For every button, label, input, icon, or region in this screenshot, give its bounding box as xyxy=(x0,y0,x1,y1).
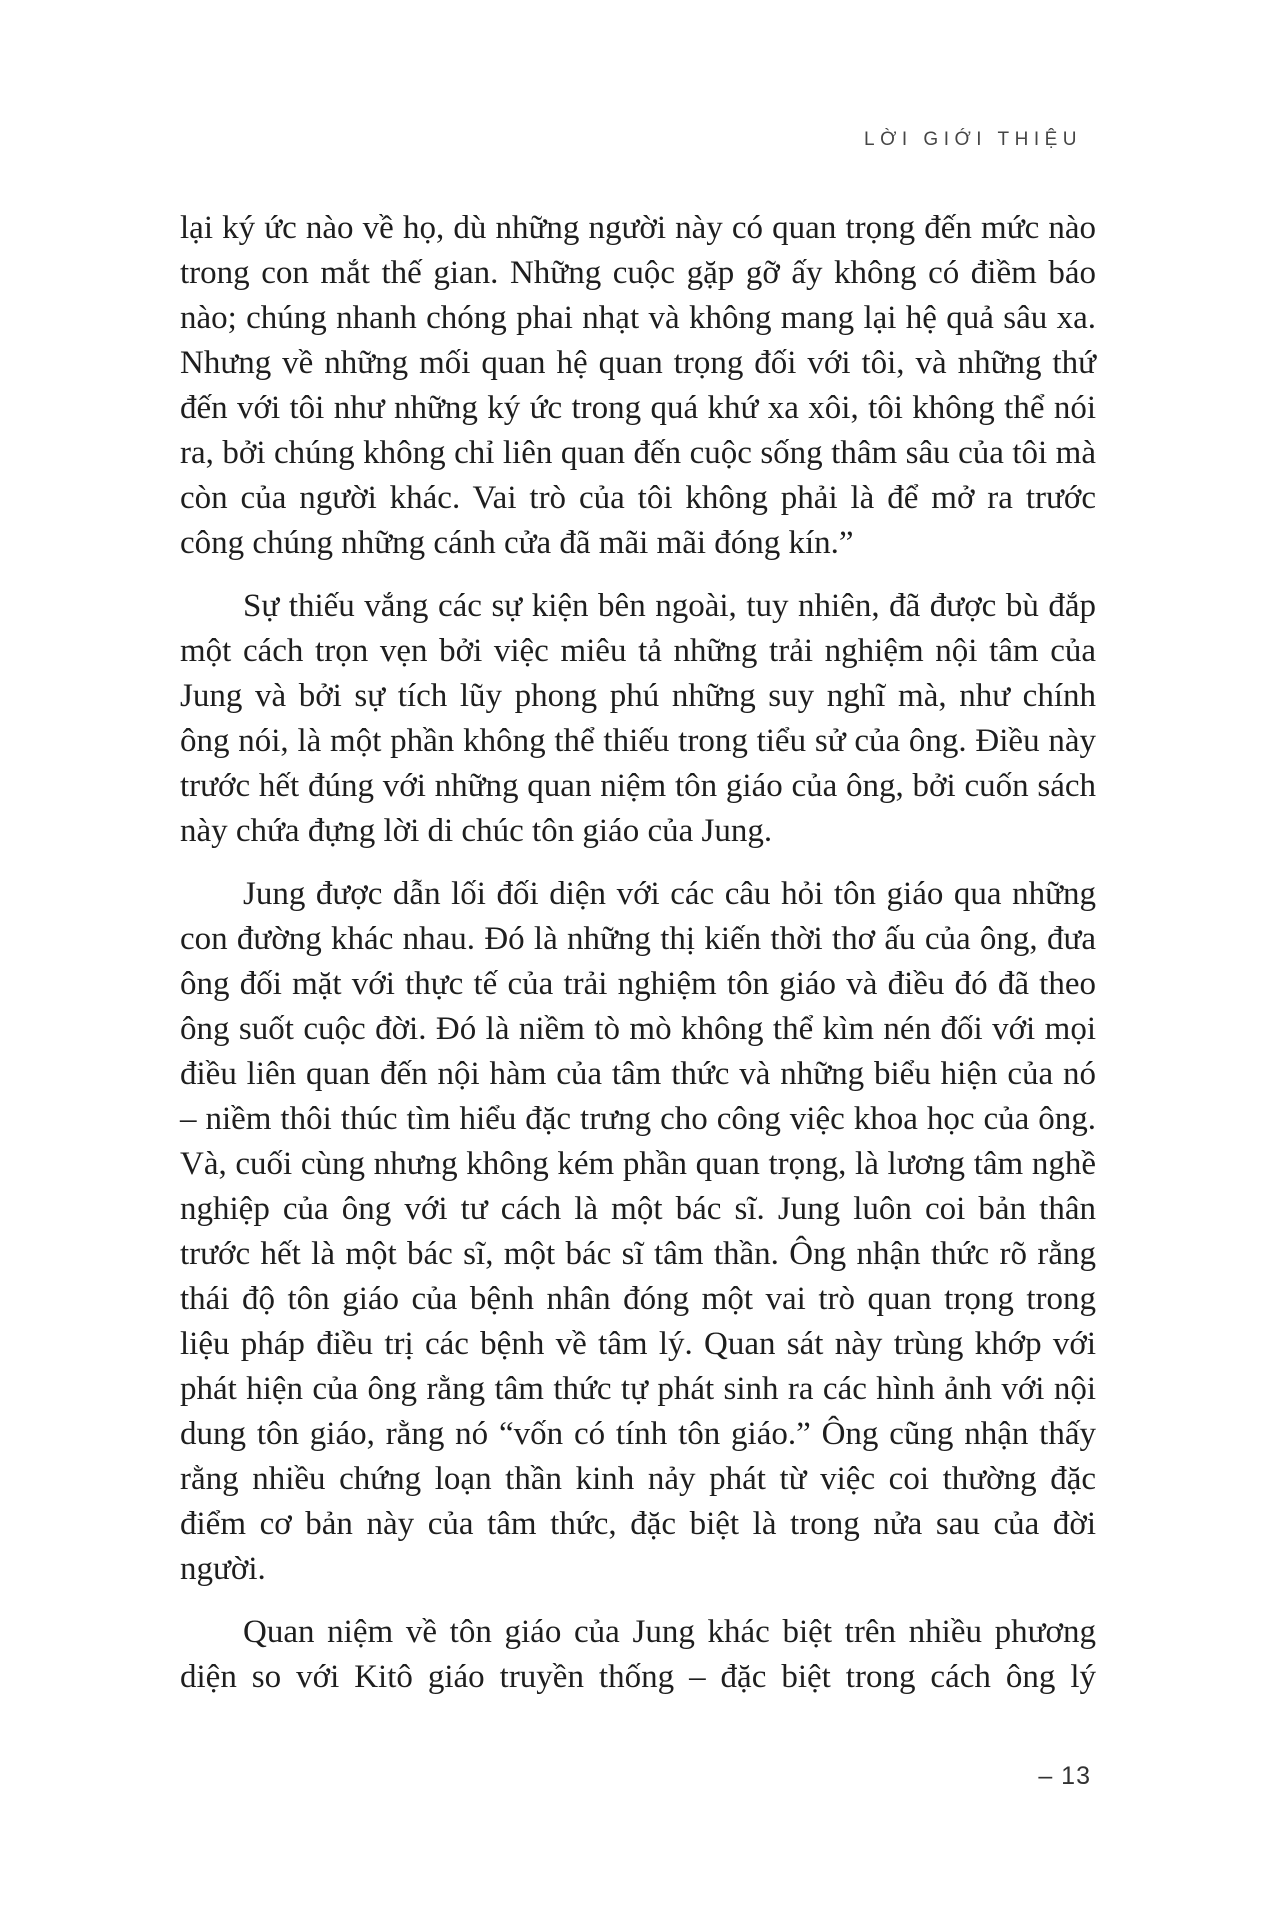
paragraph: Sự thiếu vắng các sự kiện bên ngoài, tuy nhiên, đã được bù đắp một cách trọn vẹn bởi việc miêu tả những trải nghiệm nội tâm của Jung và bởi sự tích lũy phong phú những suy nghĩ mà, như chính ông nói, là một phần không thể thiếu trong tiểu sử của ông. Điều này trước hết đúng với những quan niệm tôn giáo của ông, bởi cuốn sách này chứa đựng lời di chúc tôn giáo của Jung. xyxy=(180,588,1096,849)
running-header: LỜI GIỚI THIỆU xyxy=(864,129,1082,150)
body-text-block xyxy=(180,206,1096,1700)
paragraph: lại ký ức nào về họ, dù những người này có quan trọng đến mức nào trong con mắt thế gian. Những cuộc gặp gỡ ấy không có điềm báo nào; chúng nhanh chóng phai nhạt và không mang lại hệ quả sâu xa. Nhưng về những mối quan hệ quan trọng đối với tôi, và những thứ đến với tôi như những ký ức trong quá khứ xa xôi, tôi không thể nói ra, bởi chúng không chỉ liên quan đến cuộc sống thâm sâu của tôi mà còn của người khác. Vai trò của tôi không phải là để mở ra trước công chúng những cánh cửa đã mãi mãi đóng kín.” xyxy=(180,210,1096,561)
paragraph: Quan niệm về tôn giáo của Jung khác biệt trên nhiều phương diện so với Kitô giáo truyền thống – đặc biệt trong cách ông lý xyxy=(180,1614,1096,1695)
page-number: – 13 xyxy=(1038,1762,1091,1790)
paragraph: Jung được dẫn lối đối diện với các câu hỏi tôn giáo qua những con đường khác nhau. Đó là những thị kiến thời thơ ấu của ông, đưa ông đối mặt với thực tế của trải nghiệm tôn giáo và điều đó đã theo ông suốt cuộc đời. Đó là niềm tò mò không thể kìm nén đối với mọi điều liên quan đến nội hàm của tâm thức và những biểu hiện của nó – niềm thôi thúc tìm hiểu đặc trưng cho công việc khoa học của ông. Và, cuối cùng nhưng không kém phần quan trọng, là lương tâm nghề nghiệp của ông với tư cách là một bác sĩ. Jung luôn coi bản thân trước hết là một bác sĩ, một bác sĩ tâm thần. Ông nhận thức rõ rằng thái độ tôn giáo của bệnh nhân đóng một vai trò quan trọng trong liệu pháp điều trị các bệnh về tâm lý. Quan sát này trùng khớp với phát hiện của ông rằng tâm thức tự phát sinh ra các hình ảnh với nội dung tôn giáo, rằng nó “vốn có tính tôn giáo.” Ông cũng nhận thấy rằng nhiều chứng loạn thần kinh nảy phát từ việc coi thường đặc điểm cơ bản này của tâm thức, đặc biệt là trong nửa sau của đời người. xyxy=(180,876,1096,1587)
